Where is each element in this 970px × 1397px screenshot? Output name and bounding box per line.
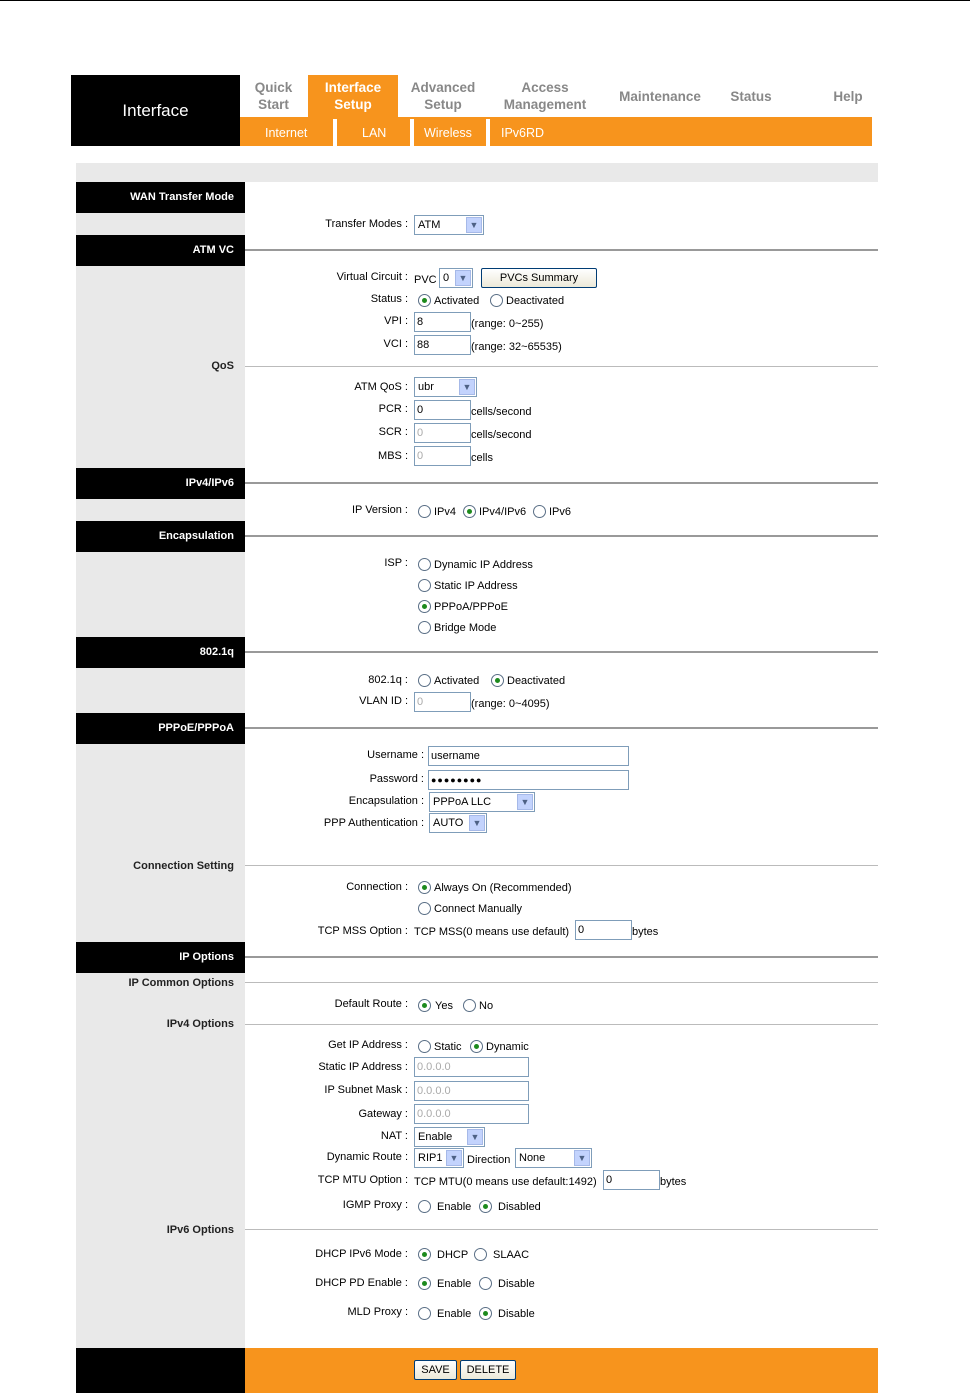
dhcp-pd-enable-option-label: Enable [437,1278,472,1290]
tcp-mss-label: TCP MSS Option : [317,925,408,937]
scr-unit: cells/second [471,429,532,441]
main-nav [240,75,872,117]
nat-label: NAT : [380,1130,408,1142]
ip-version-ipv4-ipv6-radio[interactable] [463,505,476,518]
gateway-label: Gateway : [358,1108,408,1120]
isp-bridge-mode-label: Bridge Mode [434,622,497,634]
scr-label: SCR : [378,426,408,438]
dhcp-ipv6-slaac-radio[interactable] [474,1248,487,1261]
sublabel-connection-setting: Connection Setting [133,860,234,872]
username-label: Username : [367,749,424,761]
vpi-input[interactable] [414,312,471,332]
igmp-disabled-radio[interactable] [479,1200,492,1213]
static-ip-address-label: Static IP Address : [318,1061,408,1073]
divider [245,727,878,729]
divider [245,1024,878,1025]
sub-nav [240,117,872,146]
ip-version-ipv4-label: IPv4 [434,506,457,518]
nat-value: Enable [418,1131,453,1143]
divider [245,956,878,958]
status-deactivated-label: Deactivated [506,295,565,307]
ip-version-ipv6-radio[interactable] [533,505,546,518]
sublabel-ip-common-options: IP Common Options [128,977,234,989]
vlan-id-label: VLAN ID : [359,695,408,707]
sublabel-ipv4-options: IPv4 Options [166,1018,234,1030]
tcp-mtu-label: TCP MTU Option : [317,1174,408,1186]
status-deactivated-radio[interactable] [490,294,503,307]
dhcp-ipv6-slaac-label: SLAAC [493,1249,530,1261]
mld-disable-label: Disable [498,1308,535,1320]
section-ip-options: IP Options [76,942,245,973]
igmp-enable-radio[interactable] [418,1200,431,1213]
default-route-yes-radio[interactable] [418,999,431,1012]
isp-static-ip-label: Static IP Address [434,580,518,592]
divider [245,482,878,484]
tcp-mtu-unit: bytes [660,1176,687,1188]
default-route-no-label: No [479,1000,494,1012]
dot1q-activated-label: Activated [434,675,480,687]
tcp-mss-input[interactable] [575,920,632,940]
isp-pppoa-pppoe-label: PPPoA/PPPoE [434,601,508,613]
transfer-modes-value: ATM [418,219,441,231]
ip-version-ipv4-radio[interactable] [418,505,431,518]
save-button[interactable]: SAVE [414,1360,457,1380]
nav-access-management[interactable]: Access Management [503,80,587,112]
isp-pppoa-pppoe-radio[interactable] [418,600,431,613]
mbs-input[interactable] [414,446,471,466]
status-activated-radio[interactable] [418,294,431,307]
dot1q-deactivated-label: Deactivated [507,675,566,687]
virtual-circuit-select[interactable] [439,268,473,288]
isp-label: ISP : [384,557,408,569]
get-ip-static-radio[interactable] [418,1040,431,1053]
nav-maintenance[interactable]: Maintenance [619,88,701,104]
ip-version-label: IP Version : [351,504,408,516]
atm-qos-select[interactable] [414,377,477,397]
tcp-mtu-text: TCP MTU(0 means use default:1492) [414,1176,597,1188]
encapsulation-value: PPPoA LLC [433,796,492,808]
vci-input[interactable] [414,335,471,355]
footer-action-bar [245,1348,878,1393]
divider [245,982,878,983]
dynamic-route-select[interactable] [414,1148,464,1168]
username-input[interactable] [428,746,629,766]
panel-top-bar [76,163,878,182]
status-label: Status : [370,293,408,305]
transfer-modes-label: Transfer Modes : [325,218,408,230]
igmp-disabled-label: Disabled [498,1201,541,1213]
divider [245,865,878,866]
isp-bridge-mode-radio[interactable] [418,621,431,634]
vpi-label: VPI : [384,315,408,327]
pcr-input[interactable] [414,400,471,420]
ppp-authentication-select[interactable] [429,813,487,833]
nav-advanced-setup[interactable]: Advanced Setup [410,80,476,112]
nav-status[interactable]: Status [730,88,772,104]
vlan-id-input[interactable] [414,692,471,712]
connection-always-on-label: Always On (Recommended) [434,882,572,894]
panel-left-column [76,182,245,1348]
dhcp-ipv6-mode-label: DHCP IPv6 Mode : [315,1248,408,1260]
static-ip-address-input[interactable] [414,1057,529,1077]
default-route-no-radio[interactable] [463,999,476,1012]
igmp-enable-label: Enable [437,1201,472,1213]
section-encapsulation: Encapsulation [76,521,245,552]
dhcp-ipv6-dhcp-radio[interactable] [418,1248,431,1261]
connection-manual-label: Connect Manually [434,903,523,915]
chevron-down-icon: ▼ [517,794,533,810]
isp-dynamic-ip-radio[interactable] [418,558,431,571]
encapsulation-label: Encapsulation : [348,795,424,807]
get-ip-dynamic-label: Dynamic [486,1041,529,1053]
isp-dynamic-ip-label: Dynamic IP Address [434,559,533,571]
section-pppoe-pppoa: PPPoE/PPPoA [76,713,245,744]
chevron-down-icon: ▼ [446,1150,462,1166]
divider [245,1229,878,1230]
chevron-down-icon: ▼ [574,1150,590,1166]
dot1q-activated-radio[interactable] [418,674,431,687]
vci-label: VCI : [383,338,408,350]
dhcp-pd-disable-label: Disable [498,1278,535,1290]
dhcp-ipv6-dhcp-label: DHCP [437,1249,469,1261]
subnav-separator [333,119,337,146]
section-atm-vc: ATM VC [76,235,245,266]
get-ip-dynamic-radio[interactable] [470,1040,483,1053]
direction-label: Direction [467,1154,511,1166]
transfer-modes-select[interactable] [414,215,484,235]
pcr-unit: cells/second [471,406,532,418]
status-activated-label: Activated [434,295,480,307]
nat-select[interactable] [414,1127,485,1147]
section-802-1q: 802.1q [76,637,245,668]
virtual-circuit-label: Virtual Circuit : [336,271,408,283]
direction-value: None [519,1152,546,1164]
password-input[interactable]: ●●●●●●●● [428,770,629,790]
vpi-range: (range: 0~255) [471,318,544,330]
divider [245,535,878,537]
ppp-authentication-label: PPP Authentication : [323,817,424,829]
tcp-mtu-input[interactable] [603,1170,660,1190]
connection-always-on-radio[interactable] [418,881,431,894]
subnav-separator [410,119,414,146]
dynamic-route-value: RIP1 [418,1152,443,1164]
section-ipv4-ipv6: IPv4/IPv6 [76,468,245,499]
tcp-mss-unit: bytes [632,926,659,938]
direction-select[interactable] [515,1148,592,1168]
ip-version-ipv6-label: IPv6 [549,506,572,518]
delete-button[interactable]: DELETE [460,1360,516,1380]
chevron-down-icon: ▼ [467,1129,483,1145]
isp-static-ip-radio[interactable] [418,579,431,592]
sublabel-ipv6-options: IPv6 Options [166,1224,234,1236]
section-wan-transfer-mode: WAN Transfer Mode [76,182,245,213]
chevron-down-icon: ▼ [459,379,475,395]
ppp-authentication-value: AUTO [433,817,464,829]
nav-quick-start[interactable]: Quick Start [254,80,293,112]
get-ip-address-label: Get IP Address : [328,1039,408,1051]
divider [245,249,878,251]
divider [245,366,878,367]
mbs-unit: cells [471,452,494,464]
atm-qos-value: ubr [418,381,434,393]
pcr-label: PCR : [378,403,408,415]
tcp-mss-text: TCP MSS(0 means use default) [414,926,570,938]
encapsulation-select[interactable] [429,792,535,812]
subnav-lan[interactable]: LAN [362,126,387,140]
dynamic-route-label: Dynamic Route : [326,1151,408,1163]
chevron-down-icon: ▼ [466,217,482,233]
get-ip-static-label: Static [434,1041,462,1053]
dhcp-pd-disable-radio[interactable] [479,1277,492,1290]
subnav-wireless[interactable]: Wireless [424,126,472,140]
subnav-internet[interactable]: Internet [265,126,308,140]
mld-enable-radio[interactable] [418,1307,431,1320]
ip-subnet-mask-label: IP Subnet Mask : [324,1084,408,1096]
atm-qos-label: ATM QoS : [354,381,408,393]
default-route-label: Default Route : [334,998,408,1010]
mld-enable-label: Enable [437,1308,472,1320]
pvc-text: PVC [414,274,437,286]
vlan-id-range: (range: 0~4095) [471,698,550,710]
ip-version-ipv4-ipv6-label: IPv4/IPv6 [479,506,527,518]
nav-interface-setup[interactable]: Interface Setup [308,75,398,117]
chevron-down-icon: ▼ [469,815,485,831]
password-label: Password : [369,773,424,785]
chevron-down-icon: ▼ [455,270,471,286]
subnav-separator [486,119,490,146]
vci-range: (range: 32~65535) [471,341,562,353]
dot1q-label: 802.1q : [368,674,408,686]
connection-manual-radio[interactable] [418,902,431,915]
footer-left-bar [76,1348,245,1393]
dot1q-deactivated-radio[interactable] [491,674,504,687]
divider [245,651,878,653]
virtual-circuit-value: 0 [443,272,450,284]
pvcs-summary-button[interactable]: PVCs Summary [481,268,597,288]
mld-proxy-label: MLD Proxy : [347,1306,408,1318]
connection-label: Connection : [346,881,408,893]
scr-input[interactable] [414,423,471,443]
mbs-label: MBS : [378,450,408,462]
nav-help[interactable]: Help [833,88,863,104]
dhcp-pd-enable-radio[interactable] [418,1277,431,1290]
default-route-yes-label: Yes [435,1000,453,1012]
ip-subnet-mask-input[interactable] [414,1081,529,1101]
dhcp-pd-enable-label: DHCP PD Enable : [315,1277,408,1289]
gateway-input[interactable] [414,1104,529,1124]
top-border [0,0,970,1]
sublabel-qos: QoS [211,360,234,372]
igmp-proxy-label: IGMP Proxy : [342,1199,408,1211]
subnav-ipv6rd[interactable]: IPv6RD [501,126,545,140]
mld-disable-radio[interactable] [479,1307,492,1320]
brand-title: Interface [71,75,240,146]
